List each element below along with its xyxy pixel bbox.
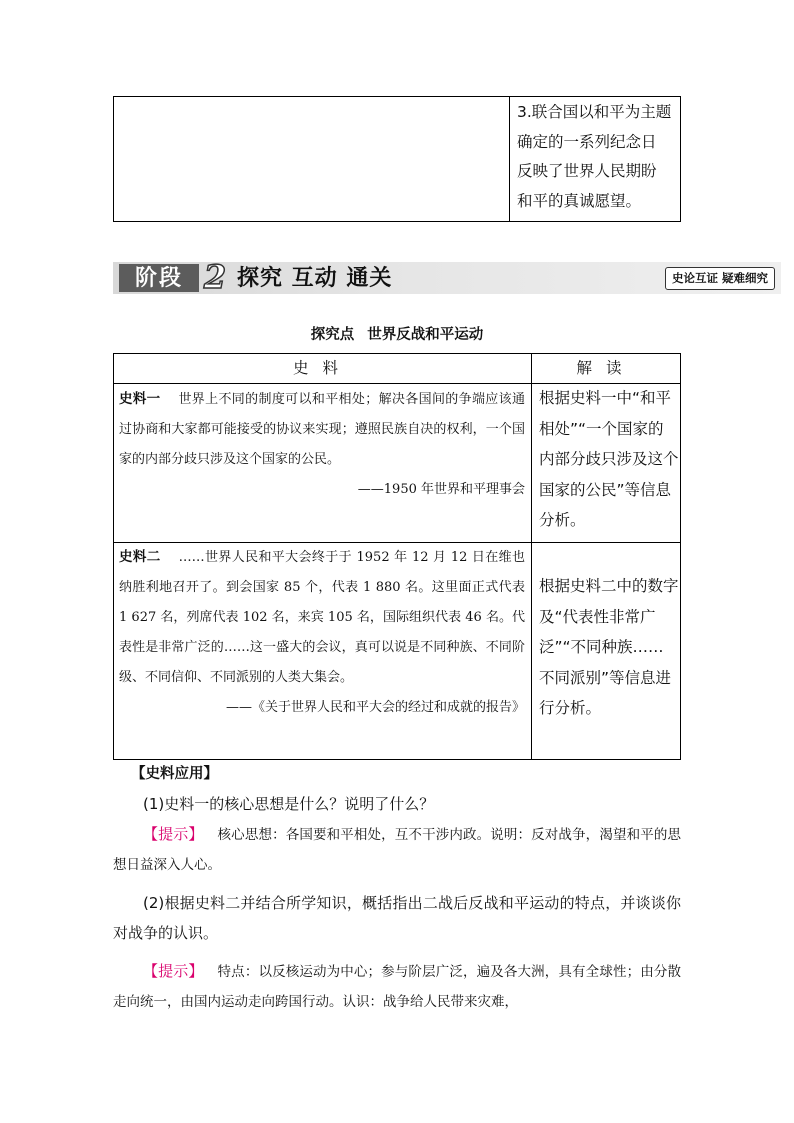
question-two: (2)根据史料二并结合所学知识，概括指出二战后反战和平运动的特点，并谈谈你对战争的认识。 <box>113 894 681 942</box>
hint-one-text: 核心思想：各国要和平相处，互不干涉内政。说明：反对战争，渴望和平的思想日益深入人心。 <box>113 827 681 873</box>
stage-banner <box>113 258 781 296</box>
hint-one <box>113 819 681 880</box>
source-two-text: ……世界人民和平大会终于于 1952 年 12 月 12 日在维也纳胜利地召开了。到会国家 85 个，代表 1 880 名。这里面正式代表 1 627 名，列席代表 102 名，来宾 105 名，国际组织代表 46 名。代表性是非常广泛的……这一盛大的会议，真可以说是不同种族、不同阶级、不同信仰、不同派别的人类大集会。 <box>119 550 526 685</box>
stage-label: 阶段 <box>119 264 199 292</box>
application-section <box>113 759 681 1017</box>
reading-two: 根据史料二中的数字及“代表性非常广泛”“不同种族……不同派别”等信息进行分析。 <box>539 577 679 717</box>
source-two-signature: ——《关于世界人民和平大会的经过和成就的报告》 <box>225 700 525 715</box>
hint-two-text: 特点：以反核运动为中心；参与阶层广泛，遍及各大洲，具有全球性；由分散走向统一，由国内运动走向跨国行动。认识：战争给人民带来灾难， <box>113 964 681 1010</box>
source-one-label: 史料一 <box>119 391 161 407</box>
hint-two <box>113 956 681 1017</box>
source-two-label: 史料二 <box>119 549 161 565</box>
hint-label: 【提示】 <box>143 825 204 843</box>
column-divider <box>531 354 532 759</box>
question-one: (1)史料一的核心思想是什么？说明了什么？ <box>143 795 435 813</box>
stage-number: 2 <box>203 258 227 296</box>
source-one-cell <box>119 384 525 505</box>
table-cell-note: 3.联合国以和平为主题 确定的一系列纪念日 反映了世界人民期盼 和平的真诚愿望。 <box>517 103 672 210</box>
source-one-text: 世界上不同的制度可以和平相处；解决各国间的争端应该通过协商和大家都可能接受的协议来实现；遵照民族自决的权利，一个国家的内部分歧只涉及这个国家的公民。 <box>119 392 525 467</box>
header-source: 史料 <box>292 359 352 377</box>
source-one-signature: ——1950 年世界和平理事会 <box>357 482 525 497</box>
topic-heading: 探究点 世界反战和平运动 <box>310 327 484 343</box>
banner-title: 探究 互动 通关 <box>237 265 393 291</box>
hint-label: 【提示】 <box>143 962 204 980</box>
header-reading: 解读 <box>576 359 636 377</box>
continued-table <box>113 96 681 222</box>
application-heading: 【史料应用】 <box>131 766 218 782</box>
reading-one: 根据史料一中“和平相处”“一个国家的内部分歧只涉及这个国家的公民”等信息分析。 <box>539 389 679 529</box>
stage-badge <box>119 258 231 296</box>
source-table <box>113 353 681 760</box>
banner-tag: 史论互证 疑难细究 <box>665 267 775 290</box>
source-two-cell <box>119 542 525 723</box>
table-divider <box>509 97 510 221</box>
